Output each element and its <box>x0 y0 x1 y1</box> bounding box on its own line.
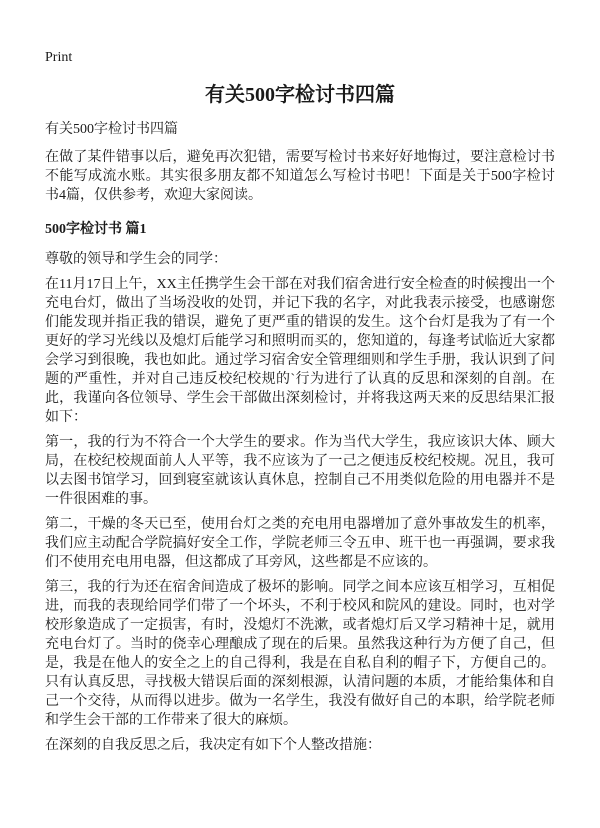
body-paragraph-5: 在深刻的自我反思之后，我决定有如下个人整改措施： <box>45 738 381 753</box>
intro-paragraph: 在做了某件错事以后，避免再次犯错，需要写检讨书来好好地悔过，要注意检讨书不能写成流水账。其实很多朋友都不知道怎么写检讨书吧！下面是关于500字检讨书4篇，仅供参考，欢迎大家阅读。 <box>45 150 555 203</box>
salutation: 尊敬的领导和学生会的同学： <box>45 252 227 267</box>
body-paragraph-4: 第三，我的行为还在宿舍间造成了极坏的影响。同学之间本应该互相学习，互相促进，而我的表现给同学们带了一个坏头，不利于校风和院风的建设。同时，也对学校形象造成了一定损害，有时，没熄灯不洗漱，或者熄灯后又学习精神十足，就用充电台灯了。当时的侥幸心理酿成了现在的后果。虽然我这种行为方便了自己，但是，我是在他人的安全之上的自己得利，我是在自私自利的帽子下，方便自己的。只有认真反思，寻找极大错误后面的深刻根源，认清问题的本质，才能给集体和自己一个交待，从而得以进步。做为一名学生，我没有做好自己的本职，给学院老师和学生会干部的工作带来了很大的麻烦。 <box>45 580 555 728</box>
print-link[interactable]: Print <box>45 50 73 65</box>
page-title: 有关500字检讨书四篇 <box>205 84 395 106</box>
body-paragraph-2: 第一，我的行为不符合一个大学生的要求。作为当代大学生，我应该识大体、顾大局，在校纪校规面前人人平等，我不应该为了一己之便违反校纪校规。况且，我可以去图书馆学习，回到寝室就该认真休息，控制自己不用类似危险的用电器并不是一件很困难的事。 <box>45 435 555 507</box>
document-subtitle: 有关500字检讨书四篇 <box>45 122 178 137</box>
body-paragraph-1: 在11月17日上午，XX主任携学生会干部在对我们宿舍进行安全检查的时候搜出一个充电台灯，做出了当场没收的处罚，并记下我的名字，对此我表示接受，也感谢您们能发现并指正我的错误，避免了更严重的错误的发生。这个台灯是我为了有一个更好的学习光线以及熄灯后能学习和照明而买的，您知道的，每逢考试临近大家都会学习到很晚，我也如此。通过学习宿舍安全管理细则和学生手册，我认识到了问题的严重性，并对自己违反校纪校规的`行为进行了认真的反思和深刻的自剖。在此，我谨向各位领导、学生会干部做出深刻检讨，并将我这两天来的反思结果汇报如下： <box>45 277 555 425</box>
body-paragraph-3: 第二，干燥的冬天已至，使用台灯之类的充电用电器增加了意外事故发生的机率，我们应主动配合学院搞好安全工作，学院老师三令五申、班干也一再强调，要求我们不使用充电用电器，但这都成了耳旁风，这些都是不应该的。 <box>45 517 555 570</box>
section-1-heading: 500字检讨书 篇1 <box>45 222 147 237</box>
